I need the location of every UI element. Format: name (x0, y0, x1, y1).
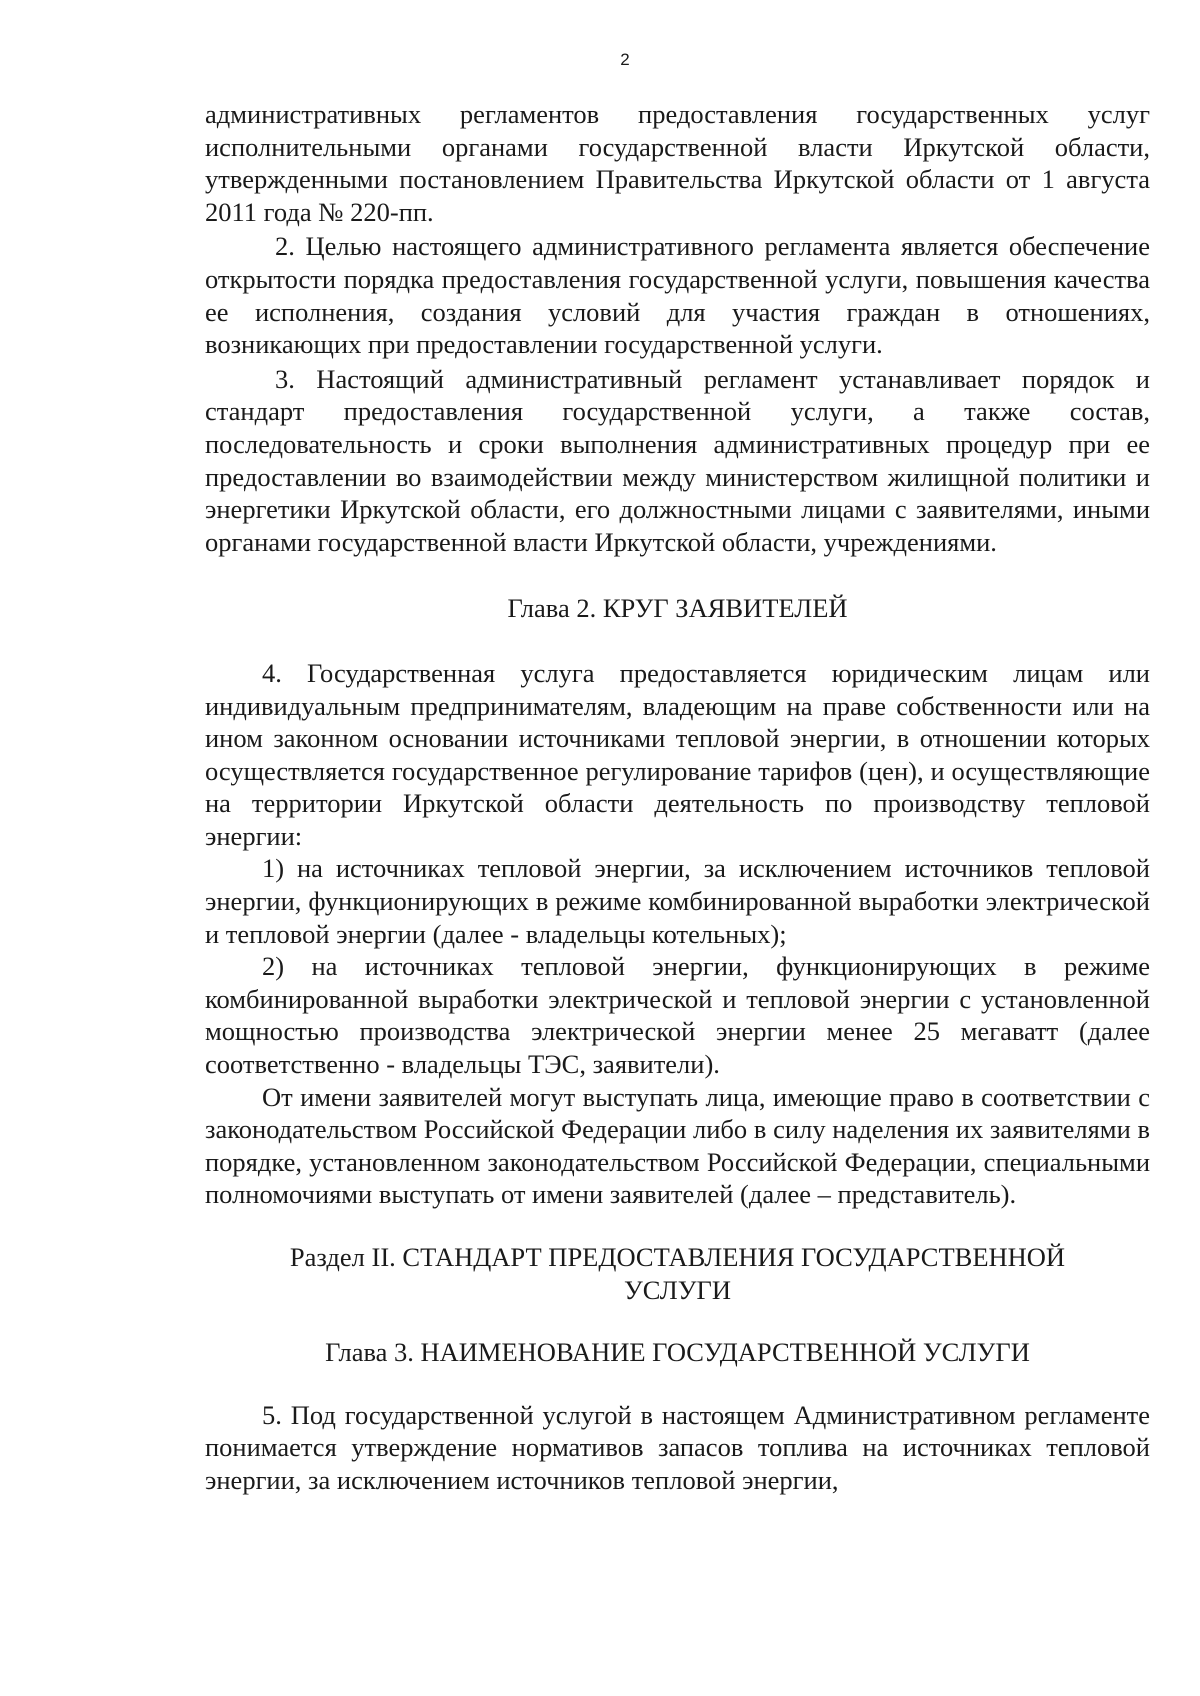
paragraph-4-item-2: 2) на источниках тепловой энергии, функционирующих в режиме комбинированной выработки электрической и тепловой энергии с установленной мощностью производства электрической энергии менее 25 мегаватт (далее соответственно - владельцы ТЭС, заявители). (205, 951, 1150, 1080)
paragraph-3: 3. Настоящий административный регламент устанавливает порядок и стандарт предоставления государственной услуги, а также состав, последовательность и сроки выполнения административных процедур при ее предоставлении во взаимодействии между министерством жилищной политики и энергетики Иркутской области, его должностными лицами с заявителями, иными органами государственной власти Иркутской области, учреждениями. (205, 363, 1150, 557)
heading-chapter-3: Глава 3. НАИМЕНОВАНИЕ ГОСУДАРСТВЕННОЙ УСЛУГИ (325, 1337, 1030, 1368)
paragraph-5: 5. Под государственной услугой в настоящем Административном регламенте понимается утверждение нормативов запасов топлива на источниках тепловой энергии, за исключением источников тепловой энергии, (205, 1399, 1150, 1495)
heading-chapter-2: Глава 2. КРУГ ЗАЯВИТЕЛЕЙ (507, 593, 848, 624)
paragraph-4-representative: От имени заявителей могут выступать лица, имеющие право в соответствии с законодательством Российской Федерации либо в силу наделения их заявителями в порядке, установленном законодательством Российской Федерации, специальными полномочиями выступать от имени заявителей (далее – представитель). (205, 1081, 1150, 1210)
paragraph-2: 2. Целью настоящего административного регламента является обеспечение открытости порядка предоставления государственной услуги, повышения качества ее исполнения, создания условий для участия граждан в отношениях, возникающих при предоставлении государственной услуги. (205, 231, 1150, 360)
heading-section-2-line-2: УСЛУГИ (624, 1274, 731, 1305)
paragraph-4-item-1: 1) на источниках тепловой энергии, за исключением источников тепловой энергии, функционирующих в режиме комбинированной выработки электрической и тепловой энергии (далее - владельцы котельных); (205, 853, 1150, 949)
heading-section-2-line-1: Раздел II. СТАНДАРТ ПРЕДОСТАВЛЕНИЯ ГОСУДАРСТВЕННОЙ (289, 1242, 1066, 1272)
document-body (205, 98, 1150, 1497)
page-number: 2 (620, 50, 630, 69)
paragraph-4: 4. Государственная услуга предоставляется юридическим лицам или индивидуальным предпринимателям, владеющим на праве собственности или на ином законном основании источниками тепловой энергии, в отношении которых осуществляется государственное регулирование тарифов (цен), и осуществляющие на территории Иркутской области деятельность по производству тепловой энергии: (205, 657, 1150, 851)
paragraph-intro: административных регламентов предоставления государственных услуг исполнительными органами государственной власти Иркутской области, утвержденными постановлением Правительства Иркутской области от 1 августа 2011 года № 220-пп. (205, 99, 1150, 227)
